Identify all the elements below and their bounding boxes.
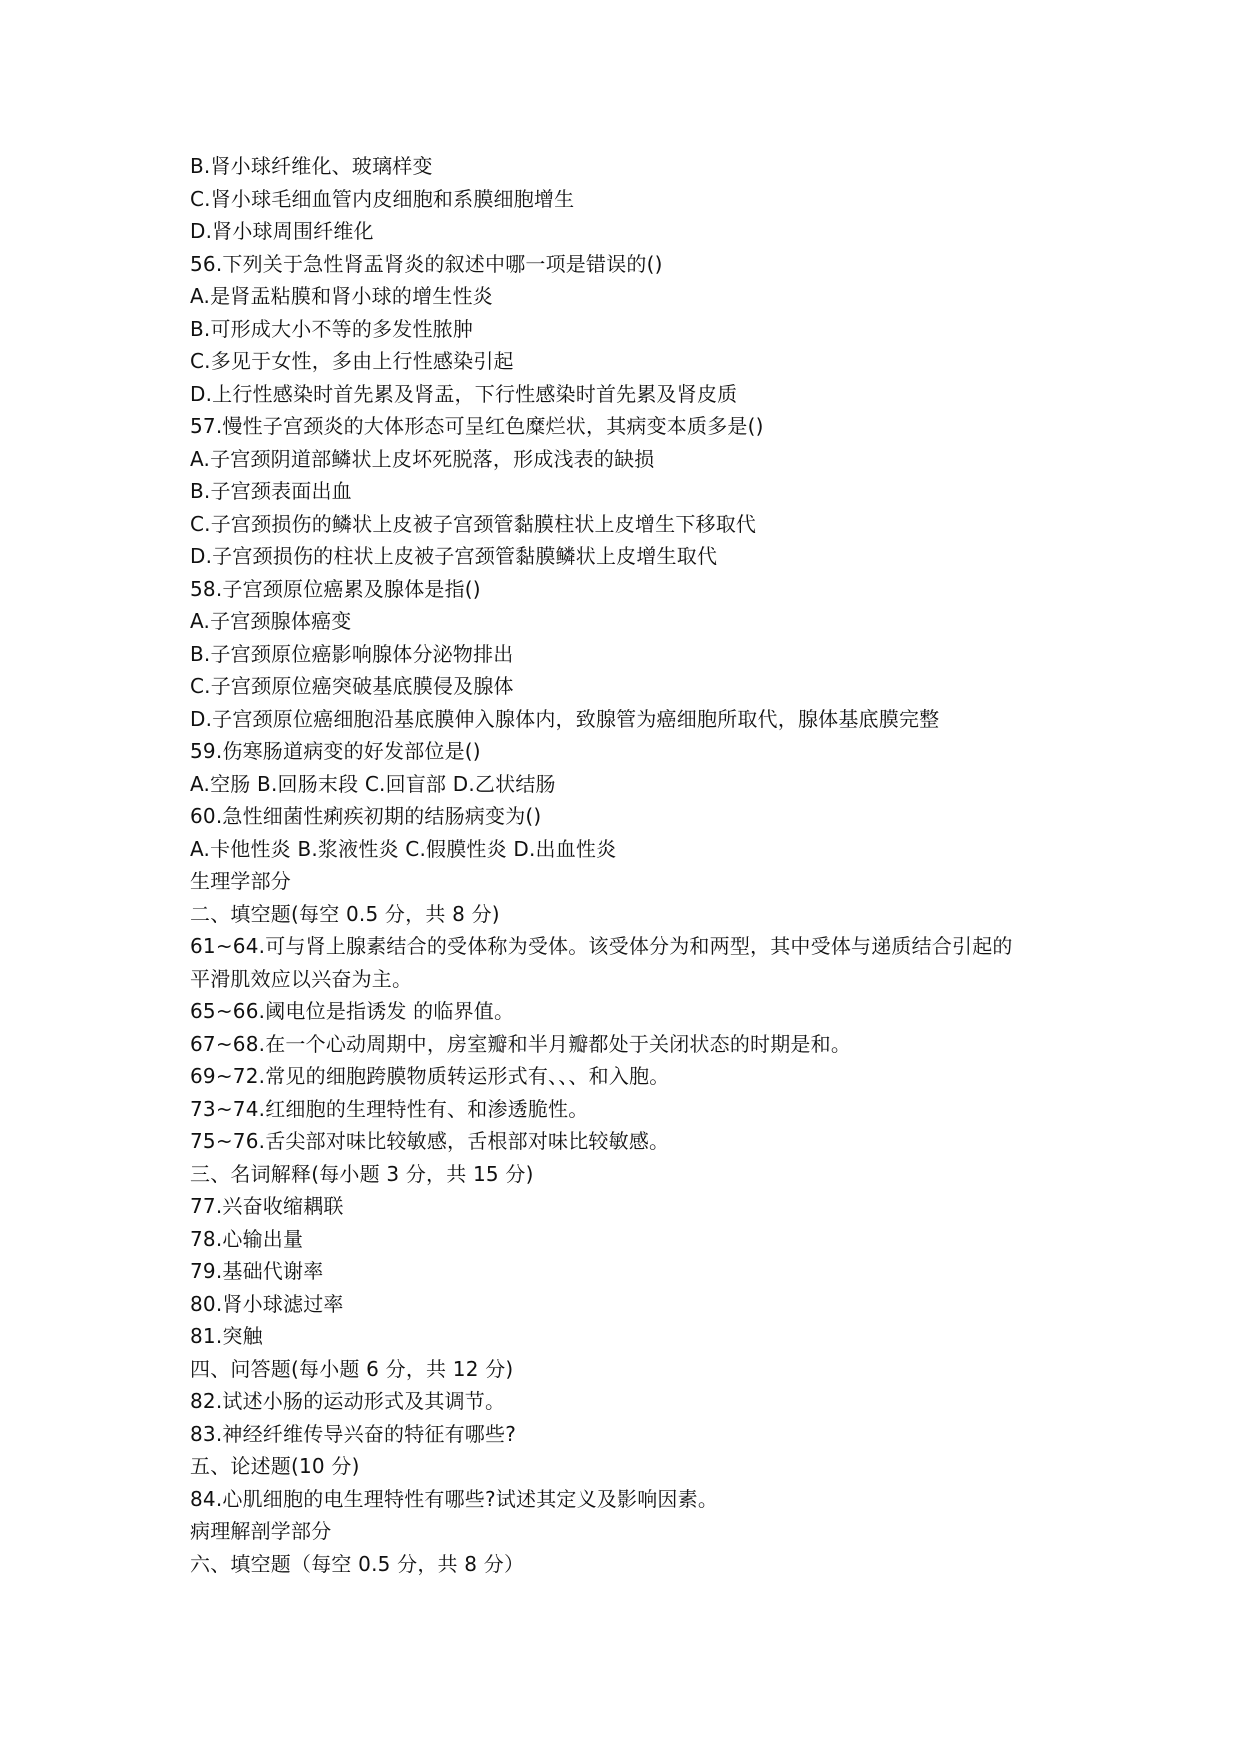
text-line: C.多见于女性，多由上行性感染引起 — [190, 349, 514, 373]
question-line: 60.急性细菌性痢疾初期的结肠病变为() — [190, 804, 542, 828]
text-line: D.肾小球周围纤维化 — [190, 219, 374, 243]
text-line: A.空肠 B.回肠末段 C.回盲部 D.乙状结肠 — [190, 771, 556, 796]
question-line: 80.肾小球滤过率 — [190, 1291, 344, 1316]
text-line: A.是肾盂粘膜和肾小球的增生性炎 — [190, 284, 493, 308]
text-line: A.子宫颈阴道部鳞状上皮坏死脱落，形成浅表的缺损 — [190, 446, 655, 471]
question-line: 82.试述小肠的运动形式及其调节。 — [190, 1389, 506, 1413]
text-line: B.肾小球纤维化、玻璃样变 — [190, 154, 433, 178]
section-heading: 生理学部分 — [190, 869, 291, 893]
section-heading: 二、填空题(每空 0.5 分，共 8 分) — [190, 901, 500, 926]
text-line: C.子宫颈原位癌突破基底膜侵及腺体 — [190, 674, 514, 698]
question-line: 59.伤寒肠道病变的好发部位是() — [190, 739, 481, 763]
question-line: 69~72.常见的细胞跨膜物质转运形式有、、、和入胞。 — [190, 1064, 670, 1088]
question-line: 77.兴奋收缩耦联 — [190, 1194, 344, 1218]
question-line: 78.心输出量 — [190, 1226, 304, 1251]
question-line: 81.突触 — [190, 1324, 263, 1348]
text-line: 平滑肌效应以兴奋为主。 — [190, 966, 413, 991]
text-line: C.子宫颈损伤的鳞状上皮被子宫颈管黏膜柱状上皮增生下移取代 — [190, 511, 757, 536]
question-line: 56.下列关于急性肾盂肾炎的叙述中哪一项是错误的() — [190, 251, 663, 276]
section-heading: 六、填空题（每空 0.5 分，共 8 分） — [190, 1551, 525, 1576]
question-line: 83.神经纤维传导兴奋的特征有哪些? — [190, 1421, 517, 1446]
question-line: 61~64.可与肾上腺素结合的受体称为受体。该受体分为和两型，其中受体与递质结合引起的 — [190, 934, 1013, 958]
section-heading: 三、名词解释(每小题 3 分，共 15 分) — [190, 1161, 534, 1186]
section-heading: 四、问答题(每小题 6 分，共 12 分) — [190, 1356, 514, 1381]
text-line: B.可形成大小不等的多发性脓肿 — [190, 316, 474, 341]
question-line: 65~66.阈电位是指诱发 的临界值。 — [190, 999, 515, 1023]
question-line: 75~76.舌尖部对味比较敏感，舌根部对味比较敏感。 — [190, 1129, 670, 1153]
text-line: D.子宫颈损伤的柱状上皮被子宫颈管黏膜鳞状上皮增生取代 — [190, 544, 718, 568]
text-line: A.子宫颈腺体癌变 — [190, 609, 352, 633]
text-line: D.子宫颈原位癌细胞沿基底膜伸入腺体内，致腺管为癌细胞所取代，腺体基底膜完整 — [190, 706, 940, 731]
question-line: 73~74.红细胞的生理特性有、和渗透脆性。 — [190, 1096, 589, 1121]
question-line: 57.慢性子宫颈炎的大体形态可呈红色糜烂状，其病变本质多是() — [190, 414, 764, 438]
text-line: C.肾小球毛细血管内皮细胞和系膜细胞增生 — [190, 186, 575, 211]
page-content — [190, 150, 1090, 1580]
text-line: D.上行性感染时首先累及肾盂，下行性感染时首先累及肾皮质 — [190, 381, 738, 406]
section-heading: 五、论述题(10 分) — [190, 1454, 360, 1478]
section-heading: 病理解剖学部分 — [190, 1519, 332, 1543]
question-line: 79.基础代谢率 — [190, 1259, 324, 1283]
text-line: B.子宫颈表面出血 — [190, 479, 352, 503]
text-line: A.卡他性炎 B.浆液性炎 C.假膜性炎 D.出血性炎 — [190, 836, 617, 861]
question-line: 67~68.在一个心动周期中，房室瓣和半月瓣都处于关闭状态的时期是和。 — [190, 1031, 852, 1056]
text-line: B.子宫颈原位癌影响腺体分泌物排出 — [190, 641, 514, 666]
question-line: 84.心肌细胞的电生理特性有哪些?试述其定义及影响因素。 — [190, 1486, 719, 1511]
question-line: 58.子宫颈原位癌累及腺体是指() — [190, 576, 481, 601]
